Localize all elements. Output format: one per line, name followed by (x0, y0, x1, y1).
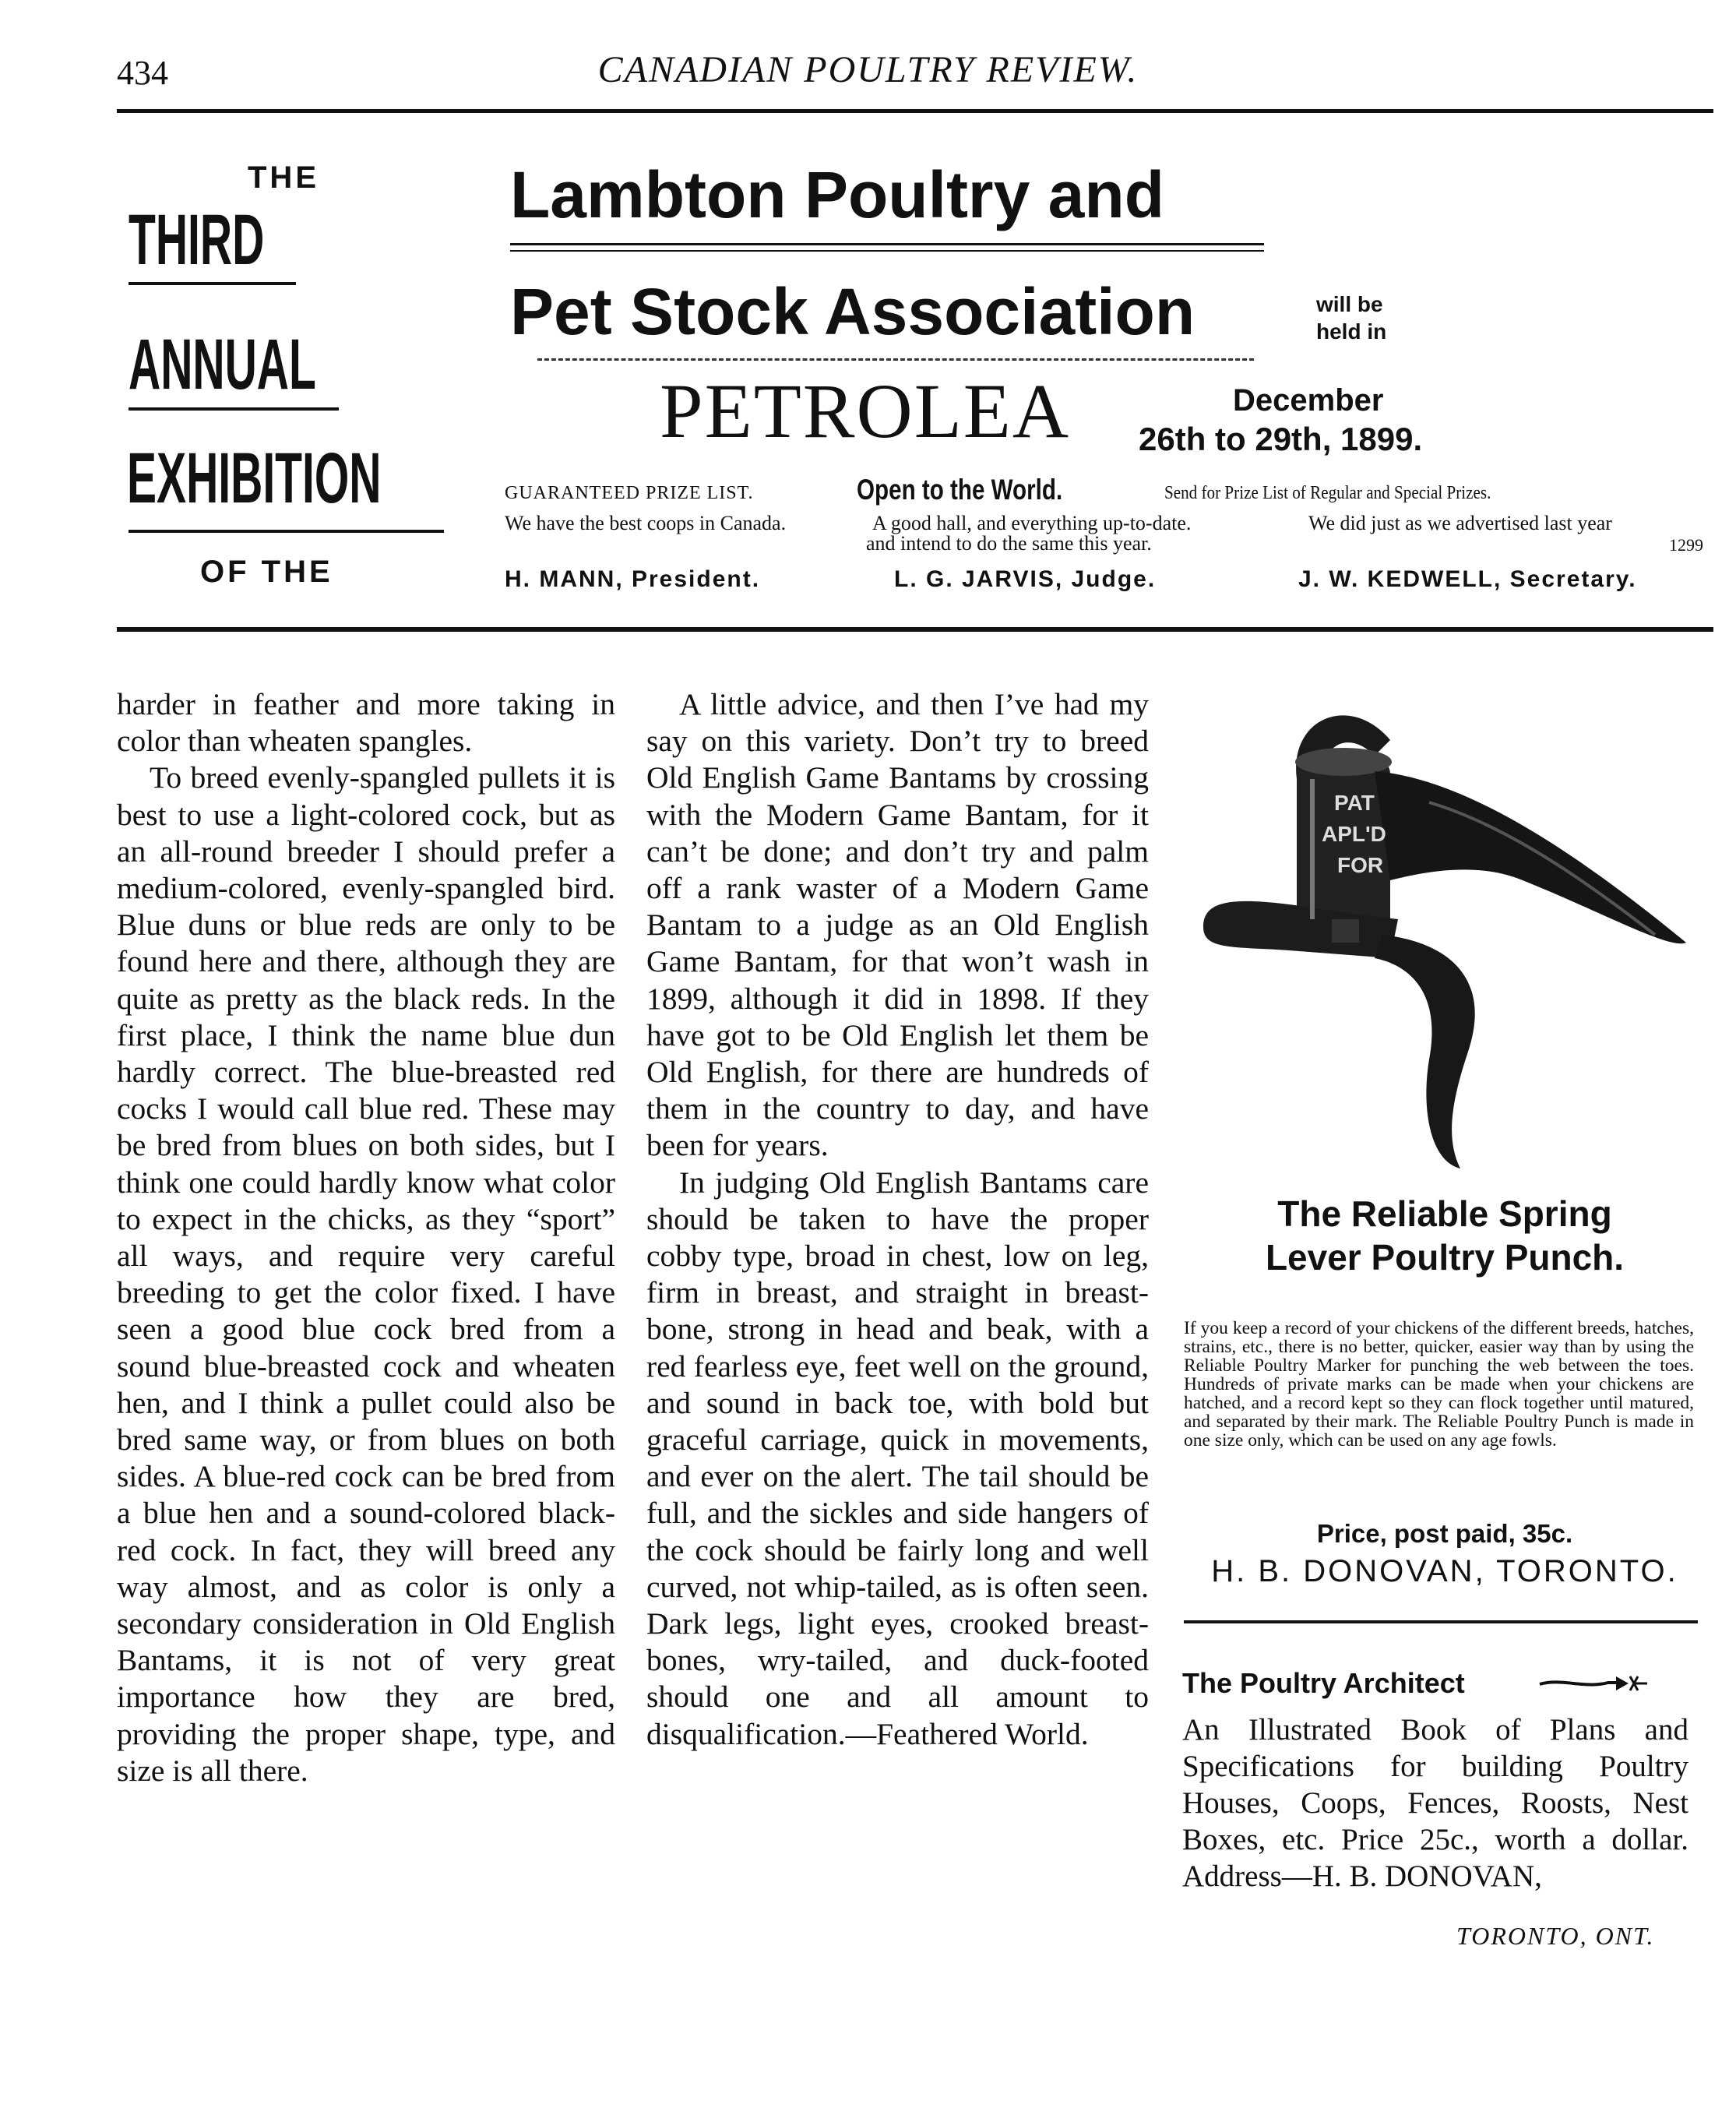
exhibition-the: THE (248, 160, 319, 195)
middle-para-2: In judging Old English Bantams care should be taken to have the proper cobby type, broad in chest, low on leg, firm in breast, and straight in breast-bone, strong in head and beak, with a red fearless eye, feet well on the ground, and sound in back toe, with bold but graceful carriage, quick in movements, and ever on the alert. The tail should be full, and the sickles and side hangers of the cock should be fairly long and well curved, not whip-tailed, as is often seen. Dark legs, light eyes, crooked breast-bones, wry-tailed, and duck-footed should one and all amount to disqualification.—Feathered World. (646, 1165, 1149, 1751)
arrow-ornament-icon (1538, 1672, 1655, 1695)
good-hall-line2: and intend to do the same this year. (866, 532, 1152, 555)
stamp-line3: FOR (1337, 853, 1384, 877)
date-line2: 26th to 29th, 1899. (1139, 421, 1423, 457)
good-hall-line1: A good hall, and everything up-to-date. (872, 512, 1192, 534)
guaranteed-prize-list: GUARANTEED PRIZE LIST. (505, 483, 754, 503)
ad-reference-number: 1299 (1669, 535, 1703, 555)
architect-location: TORONTO, ONT. (1456, 1922, 1655, 1950)
exhibition-third: THIRD (129, 200, 265, 280)
ad-bottom-rule (117, 627, 1713, 632)
ad-title-line2: Pet Stock Association (510, 275, 1195, 348)
architect-title: The Poultry Architect (1182, 1667, 1465, 1699)
president-name: H. MANN, President. (505, 566, 761, 592)
exhibition-underline (129, 530, 444, 533)
poultry-punch-illustration (1195, 686, 1710, 1184)
secretary-name: J. W. KEDWELL, Secretary. (1298, 566, 1637, 592)
right-column-rule (1184, 1620, 1698, 1623)
punch-die (1332, 919, 1359, 943)
stamp-line2: APL'D (1322, 822, 1386, 846)
will-be-label: will be (1316, 292, 1383, 316)
punch-description: If you keep a record of your chickens of the different breeds, hatches, strains, etc., there is no better, quicker, easier way than by using the Reliable Poultry Marker for punching the web between the toes. Hundreds of private marks can be made when your chickens are hatched, and a record kept so they can flock together until matured, and separated by their mark. The Reliable Poultry Punch is made in one size only, which can be used on any age fowls. (1184, 1318, 1694, 1451)
exhibition-annual: ANNUAL (129, 325, 316, 404)
header-rule (117, 109, 1713, 113)
send-for-prize-list: Send for Prize List of Regular and Special Prizes. (1164, 483, 1491, 503)
punch-title-line2: Lever Poultry Punch. (1265, 1237, 1625, 1278)
annual-underline (129, 407, 339, 411)
held-in-label: held in (1316, 319, 1387, 344)
left-para-2: To breed evenly-spangled pullets it is best to use a light-colored cock, but as an all-round breeder I should prefer a medium-colored, evenly-spangled bird. Blue duns or blue reds are only to be found here and there, although they are quite as pretty as the black reds. In the first place, I think the name blue dun hardly correct. The blue-breasted red cocks I would call blue red. These may be bred from blues on both sides, but I think one could hardly know what color to expect in the chicks, as they “sport” all ways, and require very careful breeding to get the color fixed. I have seen a good blue cock bred from a sound blue-breasted cock and wheaten hen, and I think a pullet could also be bred same way, or from blues on both sides. A blue-red cock can be bred from a blue hen and a sound-colored black-red cock. In fact, they will breed any way almost, and as color is only a secondary consideration in Old English Bantams, it is not of very great importance how they are bred, providing the proper shape, type, and size is all there. (117, 760, 615, 1788)
open-to-world: Open to the World. (857, 474, 1063, 506)
middle-para-1: A little advice, and then I’ve had my say on this variety. Don’t try to breed Old English Game Bantams by crossing with the Modern Game Bantam, for it can’t be done; and don’t try and palm off a rank waster of a Modern Game Bantam to a judge as an Old English Game Bantam, for that won’t wash in 1899, although it did in 1898. If they have got to be Old English let them be Old English, for there are hundreds of them in the country to day, and have been for years. (646, 687, 1149, 1163)
page-number: 434 (117, 54, 168, 92)
date-line1: December (1233, 383, 1384, 418)
punch-seller: H. B. DONOVAN, TORONTO. (1211, 1554, 1678, 1588)
article-column-middle (646, 686, 1149, 1753)
punch-title-line1: The Reliable Spring (1277, 1193, 1612, 1234)
ad-dashed-rule (537, 358, 1254, 361)
ad-double-rule-top (510, 243, 1264, 245)
city-name: PETROLEA (660, 368, 1071, 454)
exhibition-of-the: OF THE (200, 555, 333, 589)
punch-drawing (1195, 686, 1710, 1184)
third-underline (129, 282, 296, 285)
ad-double-rule-bottom (510, 250, 1264, 252)
exhibition-exhibition: EXHIBITION (127, 439, 382, 518)
stamp-line1: PAT (1334, 791, 1375, 815)
running-head: CANADIAN POULTRY REVIEW. (597, 49, 1139, 90)
article-column-left (117, 686, 615, 1789)
punch-handle (1375, 935, 1475, 1169)
advertised-last-year: We did just as we advertised last year (1308, 512, 1612, 534)
punch-price: Price, post paid, 35c. (1316, 1519, 1573, 1548)
best-coops: We have the best coops in Canada. (505, 512, 787, 534)
punch-title (1188, 1192, 1702, 1279)
ad-title-line1: Lambton Poultry and (510, 158, 1164, 231)
punch-lever (1375, 771, 1686, 943)
left-para-1: harder in feather and more taking in color than wheaten spangles. (117, 687, 615, 759)
judge-name: L. G. JARVIS, Judge. (894, 566, 1157, 592)
architect-description: An Illustrated Book of Plans and Specifications for building Poultry Houses, Coops, Fences, Roosts, Nest Boxes, etc. Price 25c., worth a dollar. Address—H. B. DONOVAN, (1182, 1713, 1688, 1893)
